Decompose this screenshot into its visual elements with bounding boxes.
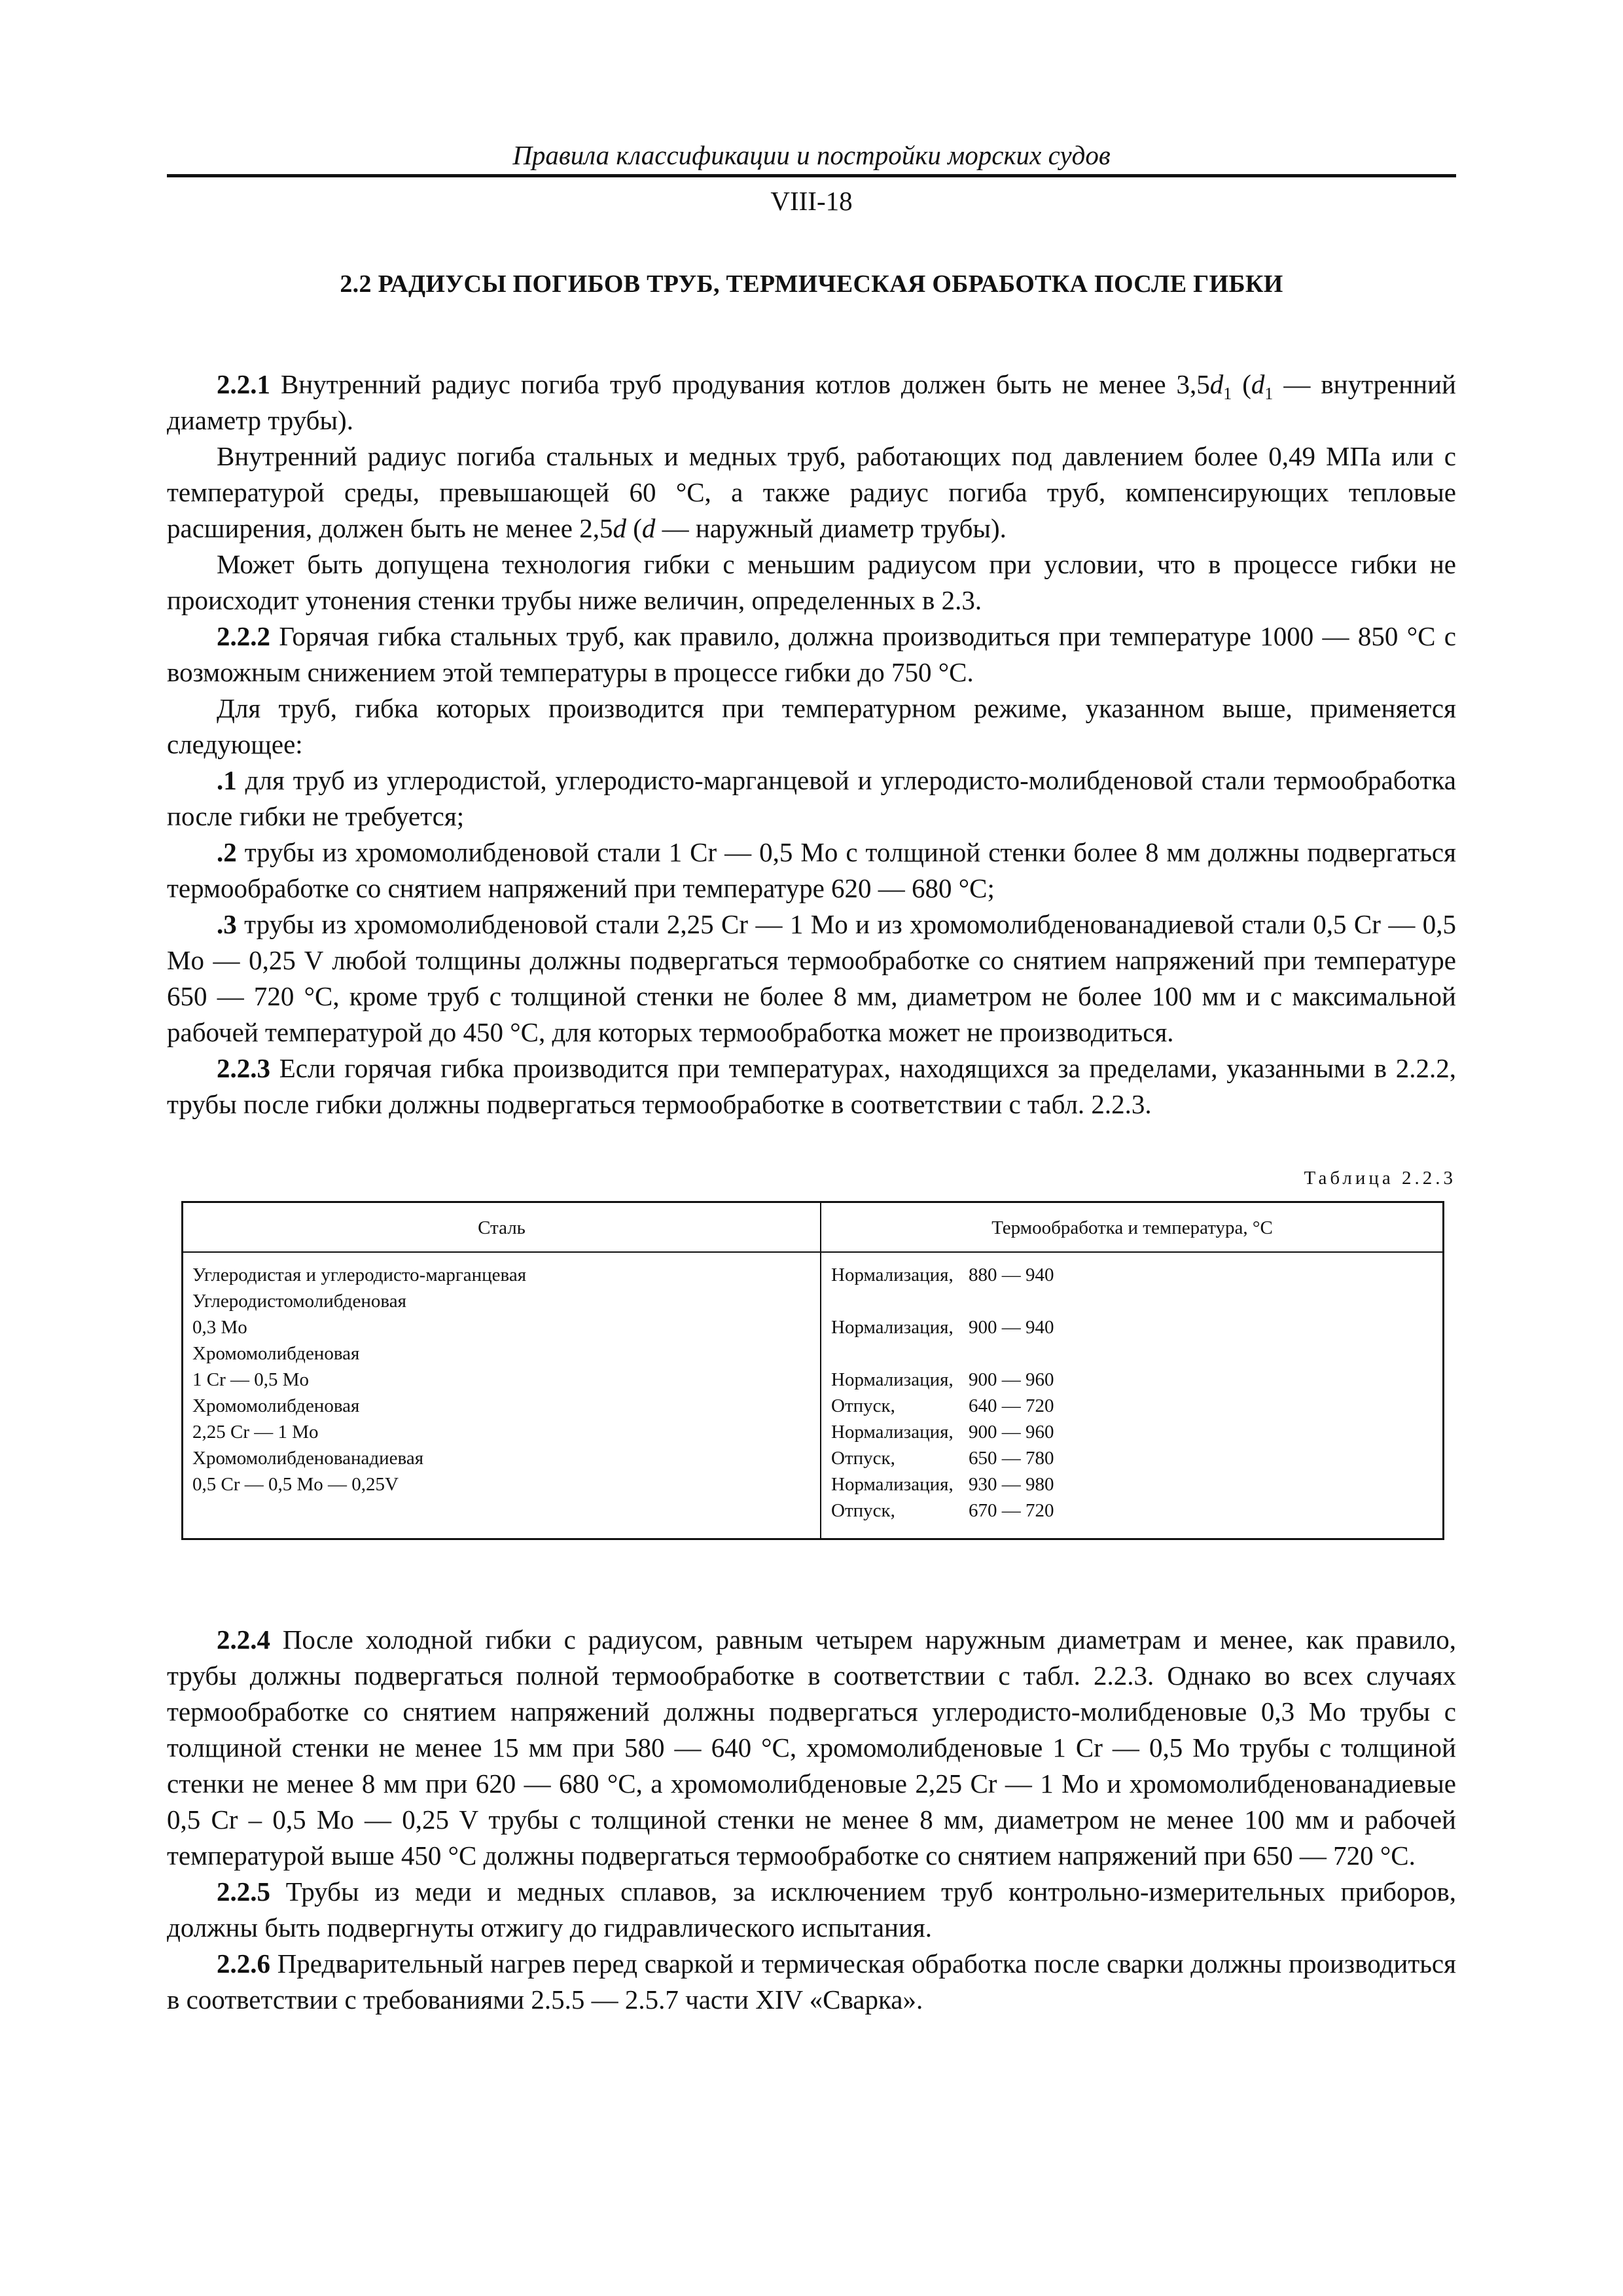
treatment-column xyxy=(831,1262,1420,1524)
table-cell: Углеродистая и углеродисто-марганцевая xyxy=(192,1265,527,1285)
table-cell: Нормализация, 900 — 960 xyxy=(831,1369,1054,1390)
paragraph-2-2-3: 2.2.3 Если горячая гибка производится при температурах, находящихся за пределами, указанными в 2.2.2, трубы после гибки должны подвергаться термообработке в соответствии с табл. 2.2.3. xyxy=(167,1053,1456,1119)
steel-column xyxy=(192,1262,808,1498)
paragraph-2-2-5: 2.2.5 Трубы из меди и медных сплавов, за исключением труб контрольно-измерительных приборов, должны быть подвергнуты отжигу до гидравлического испытания. xyxy=(167,1876,1456,1943)
running-title: Правила классификации и постройки морских судов xyxy=(512,140,1111,170)
clause-number: 2.2.2 xyxy=(217,621,270,651)
lower-text-block xyxy=(167,1622,1456,2018)
clause-number: 2.2.1 xyxy=(217,369,270,399)
paragraph-2-2-1: 2.2.1 Внутренний радиус погиба труб продувания котлов должен быть не менее $3,5d_1$ ($d_1$ — внутренний диаметр трубы). xyxy=(167,369,1456,435)
list-item-3: .3 трубы из хромомолибденовой стали 2,25 Cr — 1 Mo и из хромомолибденованадиевой стали 0,5 Cr — 0,5 Mo — 0,25 V любой толщины должны подвергаться термообработке со снятием напряжений при температуре 650 — 720 °С, кроме труб с толщиной стенки не более 8 мм, диаметром не более 100 мм и с максимальной рабочей температурой до 450 °С, для которых термообработка может не производиться. xyxy=(167,909,1456,1047)
clause-number: 2.2.5 xyxy=(217,1876,270,1907)
paragraph-2-2-2-b: Для труб, гибка которых производится при температурном режиме, указанном выше, применяется следующее: xyxy=(167,693,1456,759)
table-cell: 0,3 Mo xyxy=(192,1317,247,1338)
paragraph-2-2-6: 2.2.6 Предварительный нагрев перед сваркой и термическая обработка после сварки должны производиться в соответствии с требованиями 2.5.5 — 2.5.7 части XIV «Сварка». xyxy=(167,1948,1456,2015)
table-column-divider xyxy=(820,1203,821,1538)
heat-treatment-table xyxy=(181,1201,1444,1540)
table-header-steel: Сталь xyxy=(478,1217,526,1238)
table-cell: Нормализация, 900 — 960 xyxy=(831,1422,1054,1443)
table-cell: Углеродистомолибденовая xyxy=(192,1291,406,1312)
clause-number: 2.2.6 xyxy=(217,1948,270,1979)
table-cell: Нормализация, 930 — 980 xyxy=(831,1474,1054,1495)
table-cell: Хромомолибденовая xyxy=(192,1395,360,1416)
page-number: VIII-18 xyxy=(770,186,853,216)
section-title: 2.2 РАДИУСЫ ПОГИБОВ ТРУБ, ТЕРМИЧЕСКАЯ ОБРАБОТКА ПОСЛЕ ГИБКИ xyxy=(340,270,1283,298)
table-cell: 1 Cr — 0,5 Mo xyxy=(192,1369,310,1390)
table-cell: Нормализация, 880 — 940 xyxy=(831,1265,1054,1285)
table-header-divider xyxy=(183,1251,1442,1253)
paragraph-2-2-4: 2.2.4 После холодной гибки с радиусом, равным четырем наружным диаметрам и менее, как правило, трубы должны подвергаться полной термообработке в соответствии с табл. 2.2.3. Однако во всех случаях термообработке со снятием напряжений должны подвергаться углеродисто-молибденовые 0,3 Mo трубы с толщиной стенки не менее 15 мм при 580 — 640 °С, хромомолибденовые 1 Cr — 0,5 Mo трубы с толщиной стенки не менее 8 мм при 620 — 680 °С, а хромомолибденовые 2,25 Cr — 1 Mo и хромомолибденованадиевые 0,5 Cr – 0,5 Mo — 0,25 V трубы с толщиной стенки не менее 8 мм, диаметром не менее 100 мм и рабочей температурой выше 450 °С должны подвергаться термообработке со снятием напряжений при 650 — 720 °С. xyxy=(167,1624,1456,1871)
list-item-1: .1 для труб из углеродистой, углеродисто-марганцевой и углеродисто-молибденовой стали термообработка после гибки не требуется; xyxy=(167,765,1456,831)
table-cell: Отпуск, 650 — 780 xyxy=(831,1448,1054,1469)
table-cell xyxy=(831,1288,1420,1314)
table-cell: Нормализация, 900 — 940 xyxy=(831,1317,1054,1338)
paragraph-2-2-1-c: Может быть допущена технология гибки с меньшим радиусом при условии, что в процессе гибки не происходит утонения стенки трубы ниже величин, определенных в 2.3. xyxy=(167,549,1456,615)
paragraph-2-2-2: 2.2.2 Горячая гибка стальных труб, как правило, должна производиться при температуре 1000 — 850 °С с возможным снижением этой температуры в процессе гибки до 750 °С. xyxy=(167,621,1456,687)
table-cell: Отпуск, 640 — 720 xyxy=(831,1395,1054,1416)
table-cell: Отпуск, 670 — 720 xyxy=(831,1500,1054,1521)
table-cell: 2,25 Cr — 1 Mo xyxy=(192,1422,319,1443)
clause-number: 2.2.4 xyxy=(217,1624,270,1655)
header-rule xyxy=(167,174,1456,177)
table-cell: Хромомолибденовая xyxy=(192,1343,360,1364)
paragraph-2-2-1-b: Внутренний радиус погиба стальных и медных труб, работающих под давлением более 0,49 МПа или с температурой среды, превышающей 60 °С, а также радиус погиба труб, компенсирующих тепловые расширения, должен быть не менее 2,5d (d — наружный диаметр трубы). xyxy=(167,441,1456,543)
table-header-treatment: Термообработка и температура, °С xyxy=(991,1217,1273,1238)
clause-number: 2.2.3 xyxy=(217,1053,270,1083)
table-cell xyxy=(831,1340,1420,1367)
table-caption: Таблица 2.2.3 xyxy=(1304,1168,1456,1189)
table-cell: 0,5 Cr — 0,5 Mo — 0,25V xyxy=(192,1474,399,1495)
list-item-2: .2 трубы из хромомолибденовой стали 1 Cr — 0,5 Mo с толщиной стенки более 8 мм должны подвергаться термообработке со снятием напряжений при температуре 620 — 680 °С; xyxy=(167,837,1456,903)
table-cell: Хромомолибденованадиевая xyxy=(192,1448,424,1469)
upper-text-block xyxy=(167,367,1456,1122)
